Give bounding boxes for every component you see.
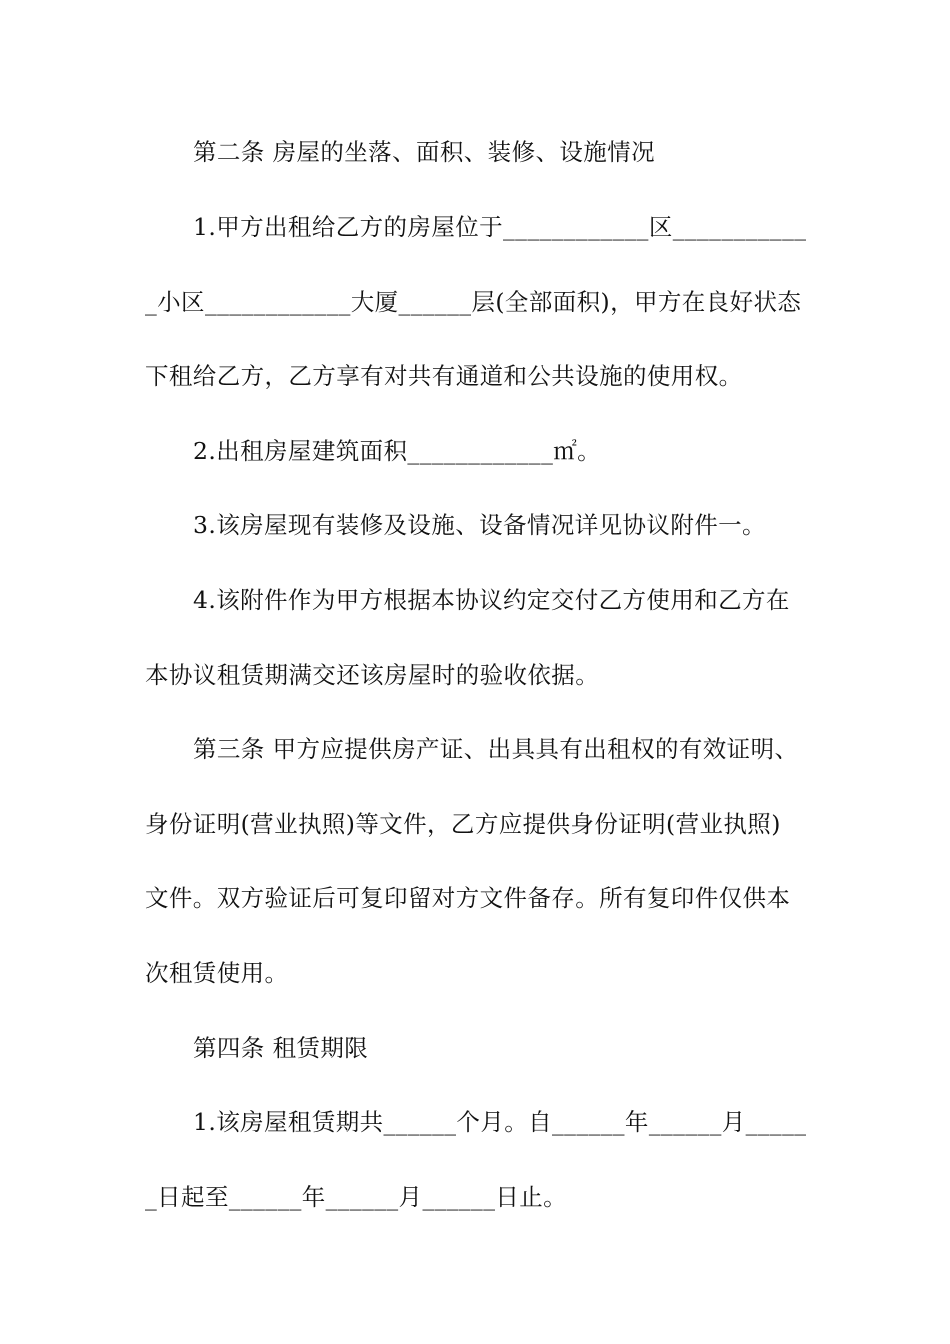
paragraph-line: 本协议租赁期满交还该房屋时的验收依据。 xyxy=(145,661,600,689)
paragraph-line: 4.该附件作为甲方根据本协议约定交付乙方使用和乙方在 xyxy=(193,586,790,614)
article-4-heading: 第四条 租赁期限 xyxy=(193,1034,369,1062)
paragraph-line: 下租给乙方，乙方享有对共有通道和公共设施的使用权。 xyxy=(145,362,743,390)
paragraph-line: 次租赁使用。 xyxy=(145,959,289,987)
article-2-heading: 第二条 房屋的坐落、面积、装修、设施情况 xyxy=(193,138,655,166)
paragraph-line: 文件。双方验证后可复印留对方文件备存。所有复印件仅供本 xyxy=(145,884,791,912)
paragraph-line: 1.该房屋租赁期共______个月。自______年______月_____ xyxy=(193,1108,807,1136)
paragraph-line: 1.甲方出租给乙方的房屋位于____________区___________ xyxy=(193,213,807,241)
paragraph-line: 2.出租房屋建筑面积____________㎡。 xyxy=(193,437,602,465)
paragraph-line: _小区____________大厦______层(全部面积)，甲方在良好状态 xyxy=(145,288,802,316)
paragraph-line: 3.该房屋现有装修及设施、设备情况详见协议附件一。 xyxy=(193,511,766,539)
article-3-heading: 第三条 甲方应提供房产证、出具具有出租权的有效证明、 xyxy=(193,735,799,763)
paragraph-line: _日起至______年______月______日止。 xyxy=(145,1183,568,1211)
paragraph-line: 身份证明(营业执照)等文件，乙方应提供身份证明(营业执照) xyxy=(145,810,781,838)
